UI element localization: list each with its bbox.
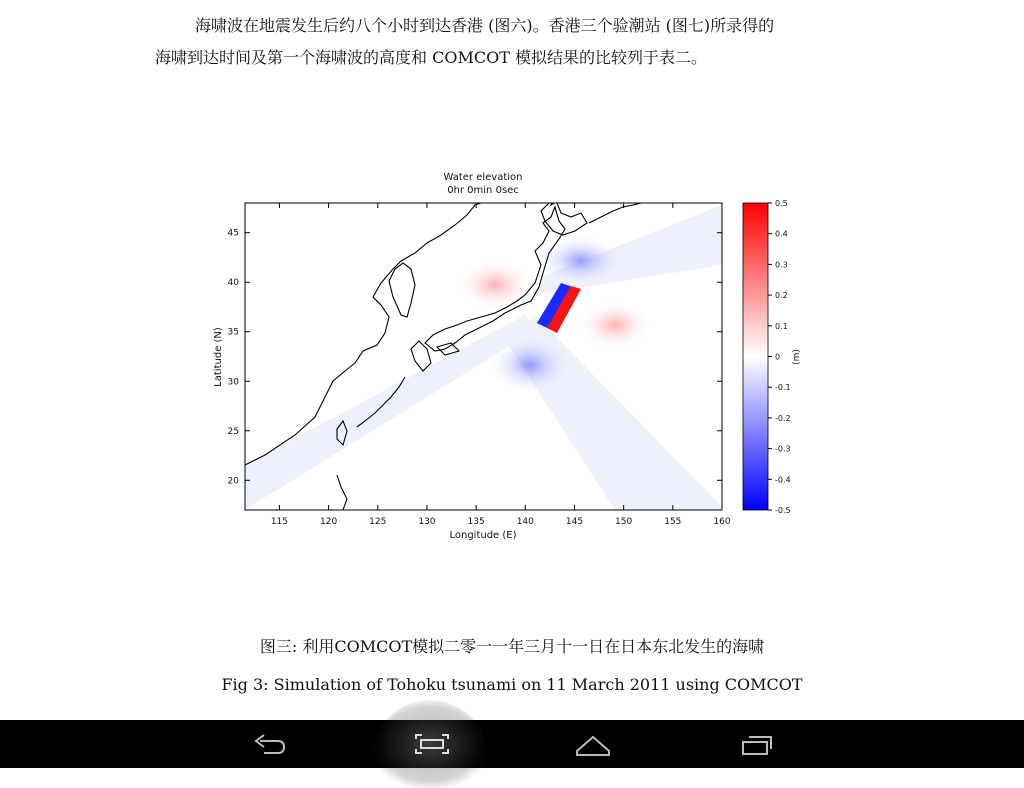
colorbar-unit-label: (m) bbox=[792, 349, 802, 365]
y-tick-label: 20 bbox=[227, 476, 239, 487]
field-layer bbox=[245, 203, 725, 510]
x-tick-label: 160 bbox=[713, 517, 731, 527]
colorbar-tick-label: 0.4 bbox=[775, 229, 788, 239]
colorbar-tick-label: 0.3 bbox=[775, 260, 788, 270]
colorbar-ticks bbox=[768, 199, 791, 515]
y-axis-label: Latitude (N) bbox=[213, 327, 224, 387]
paragraph-line-2: 海啸到达时间及第一个海啸波的高度和 COMCOT 模拟结果的比较列于表二。 bbox=[155, 48, 707, 67]
colorbar-tick-label: -0.5 bbox=[775, 506, 791, 515]
y-tick-label: 30 bbox=[227, 377, 239, 388]
fullscreen-button[interactable] bbox=[377, 720, 487, 768]
x-tick-label: 135 bbox=[467, 517, 485, 527]
colorbar-tick-label: -0.2 bbox=[775, 413, 791, 423]
x-tick-label: 150 bbox=[615, 517, 633, 527]
blue-lobe-south bbox=[488, 335, 572, 395]
x-tick-label: 145 bbox=[565, 517, 584, 527]
back-button[interactable] bbox=[215, 720, 325, 768]
home-icon bbox=[573, 729, 613, 759]
red-lobe-east bbox=[577, 300, 653, 350]
y-tick-label: 35 bbox=[227, 327, 239, 338]
fullscreen-bracket-icon bbox=[412, 729, 452, 759]
chart-subtitle: 0hr 0min 0sec bbox=[447, 185, 519, 196]
colorbar-tick-label: -0.4 bbox=[775, 475, 791, 485]
x-tick-label: 130 bbox=[418, 517, 436, 527]
x-tick-label: 140 bbox=[516, 517, 534, 527]
recents-button[interactable] bbox=[702, 720, 812, 768]
colorbar-tick-label: -0.3 bbox=[775, 444, 791, 454]
colorbar-tick-label: 0 bbox=[775, 352, 781, 362]
figure-caption-chinese: 图三: 利用COMCOT模拟二零一一年三月十一日在日本东北发生的海啸 bbox=[259, 637, 765, 656]
coast-sakhalin bbox=[549, 179, 561, 205]
y-tick-label: 40 bbox=[227, 278, 239, 289]
colorbar-tick-label: 0.5 bbox=[775, 199, 788, 208]
android-navigation-bar bbox=[0, 720, 1024, 768]
y-tick-label: 25 bbox=[227, 426, 239, 437]
paragraph-line-1: 海啸波在地震发生后约八个小时到达香港 (图六)。香港三个验潮站 (图七)所录得的 bbox=[195, 16, 775, 35]
x-tick-label: 125 bbox=[369, 517, 387, 527]
home-button[interactable] bbox=[538, 720, 648, 768]
x-tick-label: 155 bbox=[664, 517, 682, 527]
colorbar-tick-label: 0.1 bbox=[775, 321, 788, 331]
back-arrow-icon bbox=[250, 729, 290, 759]
chart-title: Water elevation bbox=[443, 172, 523, 183]
y-tick-label: 45 bbox=[227, 228, 239, 239]
water-elevation-figure bbox=[205, 165, 825, 545]
colorbar bbox=[743, 203, 768, 510]
body-paragraph bbox=[155, 10, 915, 74]
x-tick-label: 115 bbox=[270, 517, 289, 527]
x-axis-label: Longitude (E) bbox=[449, 530, 517, 541]
x-tick-label: 120 bbox=[320, 517, 338, 527]
colorbar-tick-label: -0.1 bbox=[775, 383, 791, 393]
colorbar-tick-label: 0.2 bbox=[775, 291, 788, 301]
blue-lobe-north bbox=[535, 234, 625, 286]
recents-icon bbox=[737, 729, 777, 759]
red-lobe-west bbox=[455, 259, 535, 311]
figure-caption-english: Fig 3: Simulation of Tohoku tsunami on 11 March 2011 using COMCOT bbox=[221, 675, 803, 694]
